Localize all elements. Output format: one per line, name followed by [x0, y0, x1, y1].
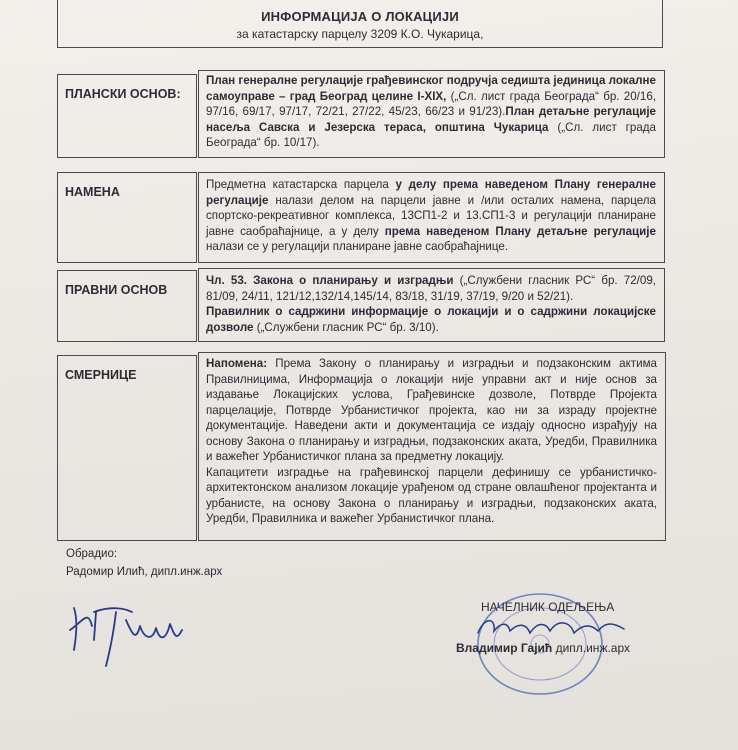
section-label-text: СМЕРНИЦЕ — [65, 368, 137, 382]
chief-degree: дипл.инж.арх — [552, 641, 631, 655]
section-label-plan — [57, 74, 197, 158]
pravni-rulebook-ref: („Службени гласник РС“ бр. 3/10). — [253, 320, 439, 334]
handwritten-signature-right — [474, 611, 634, 643]
pravni-law-ref: („Службени гласник РС“ бр. 72/09, 81/09, 24/11, 121/12,132/14,145/14, 83/18, 31/19, 37/19, 9/20 и 52/21). — [206, 274, 656, 303]
section-label-namena — [57, 172, 197, 263]
processed-by-label: Обрадио: — [66, 548, 118, 560]
section-label-smernice — [57, 355, 197, 541]
processed-by-name: Радомир Илић, дипл.инж.арх — [66, 566, 223, 578]
namena-text-3: налази се у регулацији планиране јавне саобраћајнице. — [206, 240, 509, 253]
smernice-note-label: Напомена: — [206, 357, 268, 370]
namena-text-2: налази делом на парцели јавне и /или осталих намена, парцела спортско-рекреативног комплекса, 13СП1-2 и 13.СП1-3 и регулацији планиране јавне саобраћајнице, а у делу — [206, 193, 656, 238]
section-body-smernice — [198, 352, 666, 541]
document-subtitle: за катастарску парцелу 3209 К.О. Чукарица, — [236, 27, 484, 41]
smernice-capacity-text: Капацитети изградње на грађевинској парцели дефинишу се урбанистичко-архитектонском анализом локације урађеном од стране овлашћеног пројектанта и урбанисте, на основу Закона о планирању и изградњи, подзаконских аката, Уредби, Правилника и важећег Урбанистичког плана. — [206, 465, 657, 525]
document-header — [57, 0, 663, 48]
section-body-plan — [198, 70, 665, 158]
plan-gen-reg-ref: („Сл. лист града Београда“ бр. 20/16, 97/16, 69/17, 97/17, 72/21, 27/22, 45/23, 66/23 и 91/23). — [206, 89, 657, 118]
document-title: ИНФОРМАЦИЈА О ЛОКАЦИЈИ — [261, 9, 459, 24]
pravni-law-title: Чл. 53. Закона о планирању и изградњи — [206, 274, 454, 287]
chief-signature-line — [456, 641, 630, 655]
section-label-text: ПРАВНИ ОСНОВ — [65, 283, 168, 297]
pravni-rulebook-title: Правилник о садржини информације о локацији и о садржини локацијске дозволе — [206, 305, 656, 334]
section-label-text: ПЛАНСКИ ОСНОВ: — [65, 87, 181, 101]
smernice-note-text: Према Закону о планирању и изградњи и подзаконским актима Правилницима, Информација о локацији није управни акт и није основ за издавање Локацијских услова, Грађевинске дозволе, Потврде Пројекта парцелације, Потврде Урбанистичког пројекта, као ни за израду пројектне документације. Наведени акти и документација се издају односно израђују на основу Закона о планирању и изградњи, подзаконских аката, Уредби, Правилника и важећег Урбанистичког плана за предметну локацију. — [206, 357, 657, 463]
plan-det-reg-title: План детаљне регулације насеља Савска и Језерска тераса, општина Чукарица — [206, 105, 656, 134]
namena-bold-2: према наведеном Плану детаљне регулације — [384, 224, 656, 238]
section-label-pravni — [57, 270, 197, 342]
section-label-text: НАМЕНА — [65, 185, 120, 199]
plan-gen-reg-title: План генералне регулације грађевинског подручја седишта јединица локалне самоуправе – град Београд целине I-XIX, — [206, 74, 656, 103]
chief-name: Владимир Гајић — [456, 641, 553, 655]
section-body-namena — [198, 172, 665, 263]
handwritten-signature-left — [66, 590, 186, 670]
chief-title: НАЧЕЛНИК ОДЕЉЕЊА — [481, 600, 615, 614]
namena-bold-1: у делу према наведеном Плану генералне регулације — [206, 178, 656, 207]
plan-det-reg-ref: („Сл. лист града Београда“ бр. 10/17). — [206, 120, 656, 149]
section-body-pravni — [198, 268, 665, 342]
namena-text-1: Предметна катастарска парцела — [206, 178, 396, 191]
